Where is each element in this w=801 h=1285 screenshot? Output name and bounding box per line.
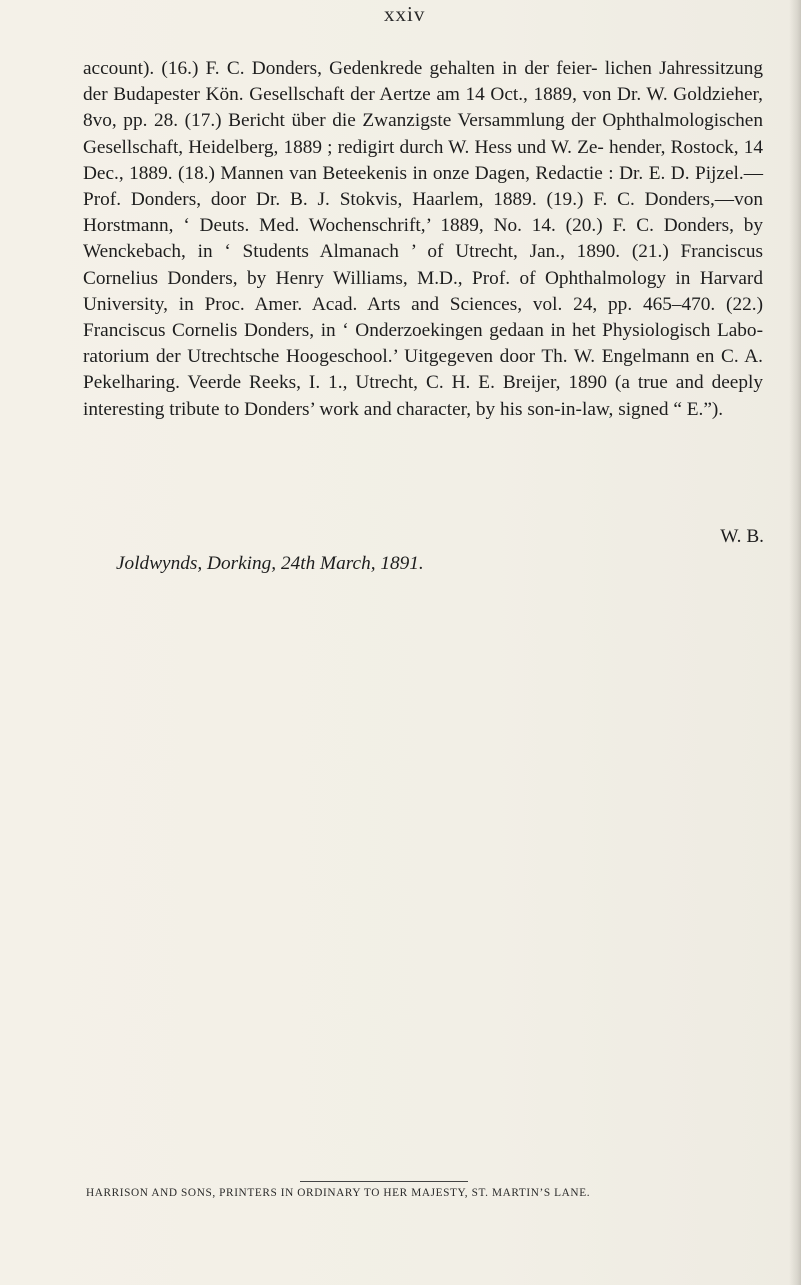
- printer-rule: [300, 1181, 468, 1182]
- page-edge-shadow: [789, 0, 801, 1285]
- page-number: xxiv: [384, 2, 426, 26]
- signature-initials: W. B.: [720, 526, 764, 547]
- bibliography-paragraph: account). (16.) F. C. Donders, Gedenkrede gehalten in der feier- lichen Jahressitzung der Budapester Kön. Gesellschaft der Aertze am 14 Oct., 1889, von Dr. W. Goldzieher, 8vo, pp. 28. (17.) Bericht über die Zwanzigste Versammlung der Ophthalmologischen Gesellschaft, Heidelberg, 1889 ; redigirt durch W. Hess und W. Ze- hender, Rostock, 14 Dec., 1889. (18.) Mannen van Beteekenis in onze Dagen, Redactie : Dr. E. D. Pijzel.—Prof. Donders, door Dr. B. J. Stokvis, Haarlem, 1889. (19.) F. C. Donders,—von Horstmann, ‘ Deuts. Med. Wochenschrift,’ 1889, No. 14. (20.) F. C. Donders, by Wenckebach, in ‘ Students Almanach ’ of Utrecht, Jan., 1890. (21.) Franciscus Cornelius Donders, by Henry Williams, M.D., Prof. of Ophthalmology in Harvard University, in Proc. Amer. Acad. Arts and Sciences, vol. 24, pp. 465–470. (22.) Franciscus Cornelis Donders, in ‘ Onderzoekingen gedaan in het Physiologisch Labo- ratorium der Utrechtsche Hoogeschool.’ Uitgegeven door Th. W. Engelmann en C. A. Pekelharing. Veerde Reeks, I. 1., Utrecht, C. H. E. Breijer, 1890 (a true and deeply interesting tribute to Donders’ work and character, by his son-in-law, signed “ E.”).: [83, 58, 763, 420]
- printer-imprint: HARRISON AND SONS, PRINTERS IN ORDINARY TO HER MAJESTY, ST. MARTIN’S LANE.: [86, 1187, 591, 1199]
- place-date-line: Joldwynds, Dorking, 24th March, 1891.: [116, 553, 424, 574]
